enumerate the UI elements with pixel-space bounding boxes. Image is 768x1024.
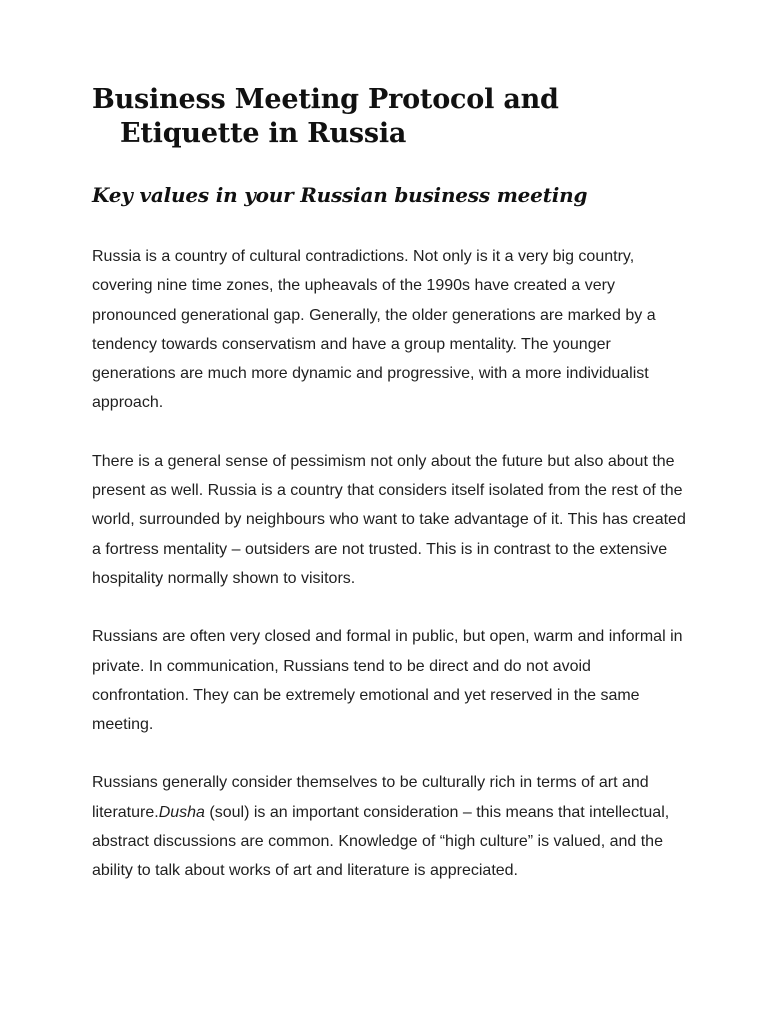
paragraph-4 — [92, 768, 688, 885]
document-title: Business Meeting Protocol and Etiquette in Russia — [92, 84, 559, 149]
paragraph-4-rest: (soul) is an important consideration – this means that intellectual, abstract discussions are common. Knowledge of “high culture” is valued, and the ability to talk about works of art and literature is appreciated. — [92, 803, 670, 880]
article-body — [92, 242, 688, 886]
paragraph-1: Russia is a country of cultural contradictions. Not only is it a very big country, covering nine time zones, the upheavals of the 1990s have created a very pronounced generational gap. Generally, the older generations are marked by a tendency towards conservatism and have a group mentality. The younger generations are much more dynamic and progressive, with a more individualist approach. — [92, 248, 656, 412]
paragraph-2: There is a general sense of pessimism not only about the future but also about the present as well. Russia is a country that considers itself isolated from the rest of the world, surrounded by neighbours who want to take advantage of it. This has created a fortress mentality – outsiders are not trusted. This is in contrast to the extensive hospitality normally shown to visitors. — [92, 452, 686, 587]
dusha-term: Dusha — [158, 803, 205, 821]
paragraph-3: Russians are often very closed and formal in public, but open, warm and informal in private. In communication, Russians tend to be direct and do not avoid confrontation. They can be extremely emotional and yet reserved in the same meeting. — [92, 628, 683, 734]
paragraph-4-lead: Russians generally consider themselves to be culturally rich in terms of art and literature. — [92, 774, 649, 821]
section-heading: Key values in your Russian business meeting — [92, 183, 588, 207]
